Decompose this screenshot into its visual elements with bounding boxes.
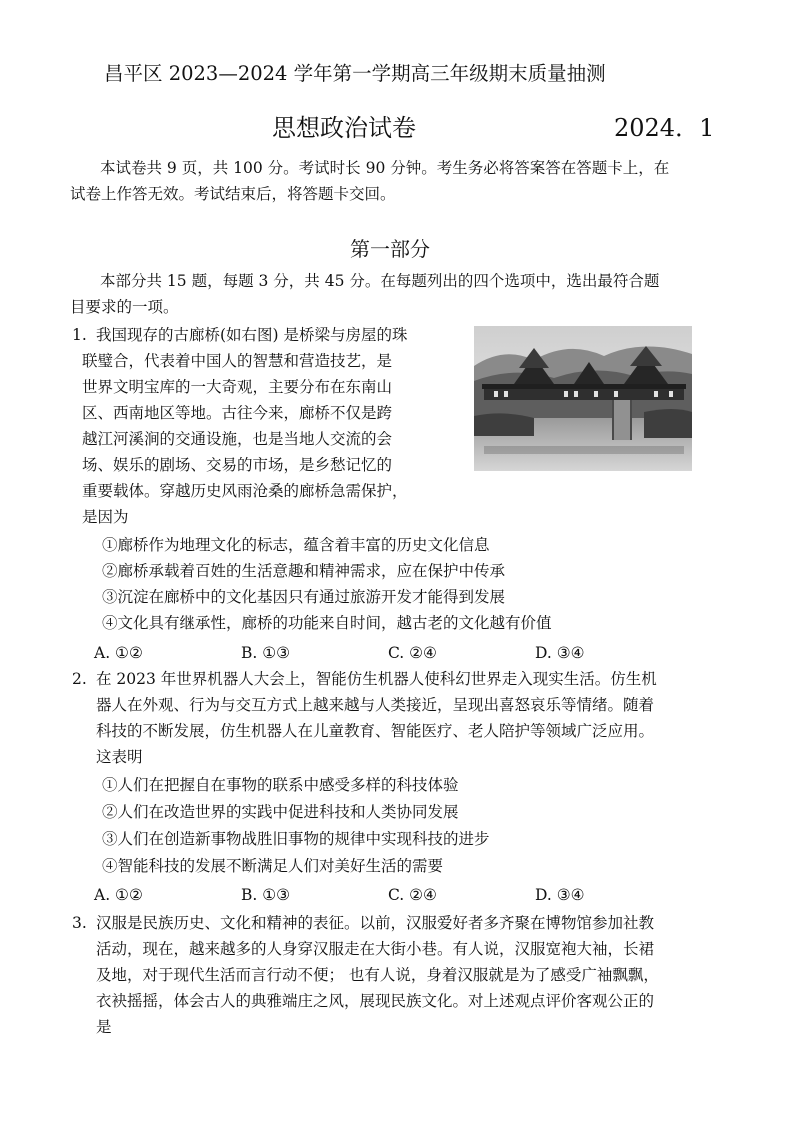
question-text-line: 联璧合，代表着中国人的智慧和营造技艺，是 xyxy=(82,352,393,370)
statement: ④智能科技的发展不断满足人们对美好生活的需要 xyxy=(102,857,444,875)
instruction-line: 目要求的一项。 xyxy=(70,298,179,316)
statement: ①廊桥作为地理文化的标志，蕴含着丰富的历史文化信息 xyxy=(102,536,490,554)
exam-date: 2024．1 xyxy=(614,114,715,142)
option-d[interactable]: D. ③④ xyxy=(535,644,585,662)
question-text-line: 科技的不断发展，仿生机器人在儿童教育、智能医疗、老人陪护等领域广泛应用。 xyxy=(96,722,655,740)
section-title: 第一部分 xyxy=(350,237,430,261)
question-text-line: 活动，现在，越来越多的人身穿汉服走在大街小巷。有人说，汉服宽袍大袖，长裙 xyxy=(96,940,655,958)
question-text-line: 区、西南地区等地。古往今来，廊桥不仅是跨 xyxy=(82,404,393,422)
question-text-line: 重要载体。穿越历史风雨沧桑的廊桥急需保护， xyxy=(82,482,408,500)
question-text-line: 场、娱乐的剧场、交易的市场，是乡愁记忆的 xyxy=(82,456,393,474)
statement: ②人们在改造世界的实践中促进科技和人类协同发展 xyxy=(102,803,459,821)
instruction-line: 试卷上作答无效。考试结束后，将答题卡交回。 xyxy=(70,185,396,203)
question-number: 3. xyxy=(72,914,87,932)
question-number: 2. xyxy=(72,670,87,688)
question-text-line: 在 2023 年世界机器人大会上，智能仿生机器人使科幻世界走入现实生活。仿生机 xyxy=(96,670,657,688)
statement: ③人们在创造新事物战胜旧事物的规律中实现科技的进步 xyxy=(102,830,490,848)
option-c[interactable]: C. ②④ xyxy=(388,886,437,904)
option-c[interactable]: C. ②④ xyxy=(388,644,437,662)
covered-bridge-photo xyxy=(474,326,692,471)
instruction-line: 本试卷共 9 页，共 100 分。考试时长 90 分钟。考生务必将答案答在答题卡上，在 xyxy=(100,159,670,177)
question-text-line: 我国现存的古廊桥(如右图) 是桥梁与房屋的珠 xyxy=(96,326,408,344)
question-text-line: 越江河溪涧的交通设施，也是当地人交流的会 xyxy=(82,430,393,448)
question-text-line: 世界文明宝库的一大奇观，主要分布在东南山 xyxy=(82,378,393,396)
option-a[interactable]: A. ①② xyxy=(94,886,143,904)
statement: ②廊桥承载着百姓的生活意趣和精神需求，应在保护中传承 xyxy=(102,562,506,580)
question-text-line: 衣袂摇摇，体会古人的典雅端庄之风，展现民族文化。对上述观点评价客观公正的 xyxy=(96,992,655,1010)
exam-title: 昌平区 2023—2024 学年第一学期高三年级期末质量抽测 xyxy=(104,62,606,85)
instruction-line: 本部分共 15 题，每题 3 分，共 45 分。在每题列出的四个选项中，选出最符合题 xyxy=(100,272,660,290)
question-text-line: 是因为 xyxy=(82,508,129,526)
statement: ①人们在把握自在事物的联系中感受多样的科技体验 xyxy=(102,776,459,794)
option-b[interactable]: B. ①③ xyxy=(241,886,291,904)
option-a[interactable]: A. ①② xyxy=(94,644,143,662)
option-d[interactable]: D. ③④ xyxy=(535,886,585,904)
covered-bridge-image xyxy=(474,326,692,471)
statement: ④文化具有继承性，廊桥的功能来自时间，越古老的文化越有价值 xyxy=(102,614,552,632)
question-text-line: 这表明 xyxy=(96,748,143,766)
question-text-line: 汉服是民族历史、文化和精神的表征。以前，汉服爱好者多齐聚在博物馆参加社教 xyxy=(96,914,655,932)
option-b[interactable]: B. ①③ xyxy=(241,644,291,662)
question-text-line: 器人在外观、行为与交互方式上越来越与人类接近，呈现出喜怒哀乐等情绪。随着 xyxy=(96,696,655,714)
question-text-line: 是 xyxy=(96,1018,112,1036)
subject-title: 思想政治试卷 xyxy=(272,114,416,142)
question-text-line: 及地，对于现代生活而言行动不便； 也有人说，身着汉服就是为了感受广袖飘飘， xyxy=(96,966,659,984)
statement: ③沉淀在廊桥中的文化基因只有通过旅游开发才能得到发展 xyxy=(102,588,506,606)
question-number: 1. xyxy=(72,326,87,344)
